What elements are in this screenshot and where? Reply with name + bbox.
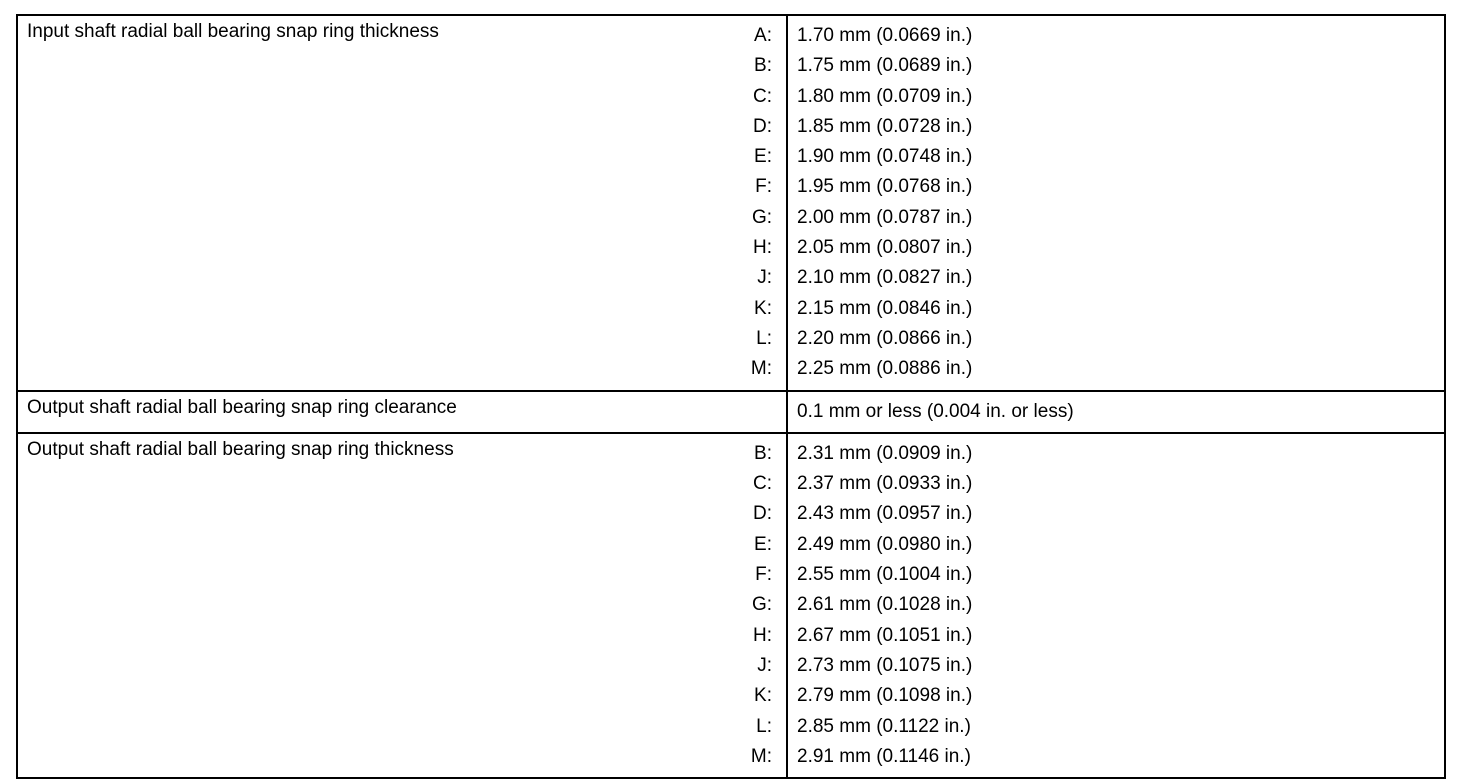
grade-list: [18, 16, 786, 390]
spec-value: 2.05 mm (0.0807 in.): [797, 237, 973, 259]
value-cell: [787, 391, 1445, 433]
grade-letter: D:: [753, 115, 772, 137]
grade-letter: J:: [757, 654, 772, 676]
grade-letter: C:: [753, 473, 772, 495]
grade-letter: L:: [756, 327, 772, 349]
value-list: [788, 16, 1444, 390]
grade-letter: E:: [754, 533, 772, 555]
value-list: [788, 434, 1444, 777]
grade-letter: K:: [754, 685, 772, 707]
spec-value: 2.55 mm (0.1004 in.): [797, 564, 973, 586]
item-cell: [17, 433, 787, 778]
spec-value: 2.31 mm (0.0909 in.): [797, 442, 973, 464]
spec-value: 2.67 mm (0.1051 in.): [797, 624, 973, 646]
grade-letter: H:: [753, 624, 772, 646]
spec-table-body: [17, 15, 1445, 778]
spec-value: 1.80 mm (0.0709 in.): [797, 85, 973, 107]
grade-letter: G:: [751, 206, 772, 228]
spec-value: 2.20 mm (0.0866 in.): [797, 327, 973, 349]
grade-letter: M:: [750, 745, 772, 767]
spec-value: 2.85 mm (0.1122 in.): [797, 715, 971, 737]
spec-value: 1.70 mm (0.0669 in.): [797, 25, 973, 46]
grade-letter: B:: [754, 55, 772, 77]
specification-table: [16, 14, 1446, 779]
grade-letter: B:: [754, 442, 772, 464]
spec-value: 1.90 mm (0.0748 in.): [797, 146, 973, 168]
spec-value: 1.85 mm (0.0728 in.): [797, 115, 973, 137]
spec-value: 2.91 mm (0.1146 in.): [797, 745, 971, 767]
grade-letter: J:: [757, 267, 772, 289]
spec-value: 2.00 mm (0.0787 in.): [797, 206, 973, 228]
spec-value: 2.37 mm (0.0933 in.): [797, 473, 973, 495]
grade-letter: E:: [754, 146, 772, 168]
grade-letter: D:: [753, 503, 772, 525]
grade-list: [18, 434, 786, 777]
spec-value: 2.15 mm (0.0846 in.): [797, 297, 973, 319]
grade-letter: K:: [754, 297, 772, 319]
spec-value: 2.25 mm (0.0886 in.): [797, 358, 973, 380]
grade-letter: M:: [750, 358, 772, 380]
spec-value: 2.10 mm (0.0827 in.): [797, 267, 973, 289]
grade-letter: A:: [754, 25, 772, 46]
item-cell: [17, 391, 787, 433]
spec-value: 2.61 mm (0.1028 in.): [797, 594, 973, 616]
spec-value: 2.49 mm (0.0980 in.): [797, 533, 973, 555]
spec-row: [17, 15, 1445, 391]
item-label: Input shaft radial ball bearing snap ring thickness: [27, 21, 439, 42]
value-cell: [787, 433, 1445, 778]
spec-value: 0.1 mm or less (0.004 in. or less): [797, 400, 1074, 422]
grade-letter: C:: [753, 85, 772, 107]
spec-value: 1.75 mm (0.0689 in.): [797, 55, 973, 77]
grade-letter: L:: [756, 715, 772, 737]
spec-value: 2.73 mm (0.1075 in.): [797, 654, 973, 676]
item-label: Output shaft radial ball bearing snap ring clearance: [27, 396, 457, 418]
value-list: [788, 392, 1444, 432]
grade-letter: F:: [755, 564, 772, 586]
item-cell: [17, 15, 787, 391]
value-cell: [787, 15, 1445, 391]
spec-table-grid: [16, 14, 1446, 779]
spec-value: 1.95 mm (0.0768 in.): [797, 176, 973, 198]
grade-letter: H:: [753, 237, 772, 259]
spec-value: 2.43 mm (0.0957 in.): [797, 503, 973, 525]
spec-value: 2.79 mm (0.1098 in.): [797, 685, 973, 707]
item-label: Output shaft radial ball bearing snap ring thickness: [27, 438, 454, 460]
spec-row: [17, 391, 1445, 433]
grade-letter: G:: [751, 594, 772, 616]
grade-letter: F:: [755, 176, 772, 198]
spec-row: [17, 433, 1445, 778]
